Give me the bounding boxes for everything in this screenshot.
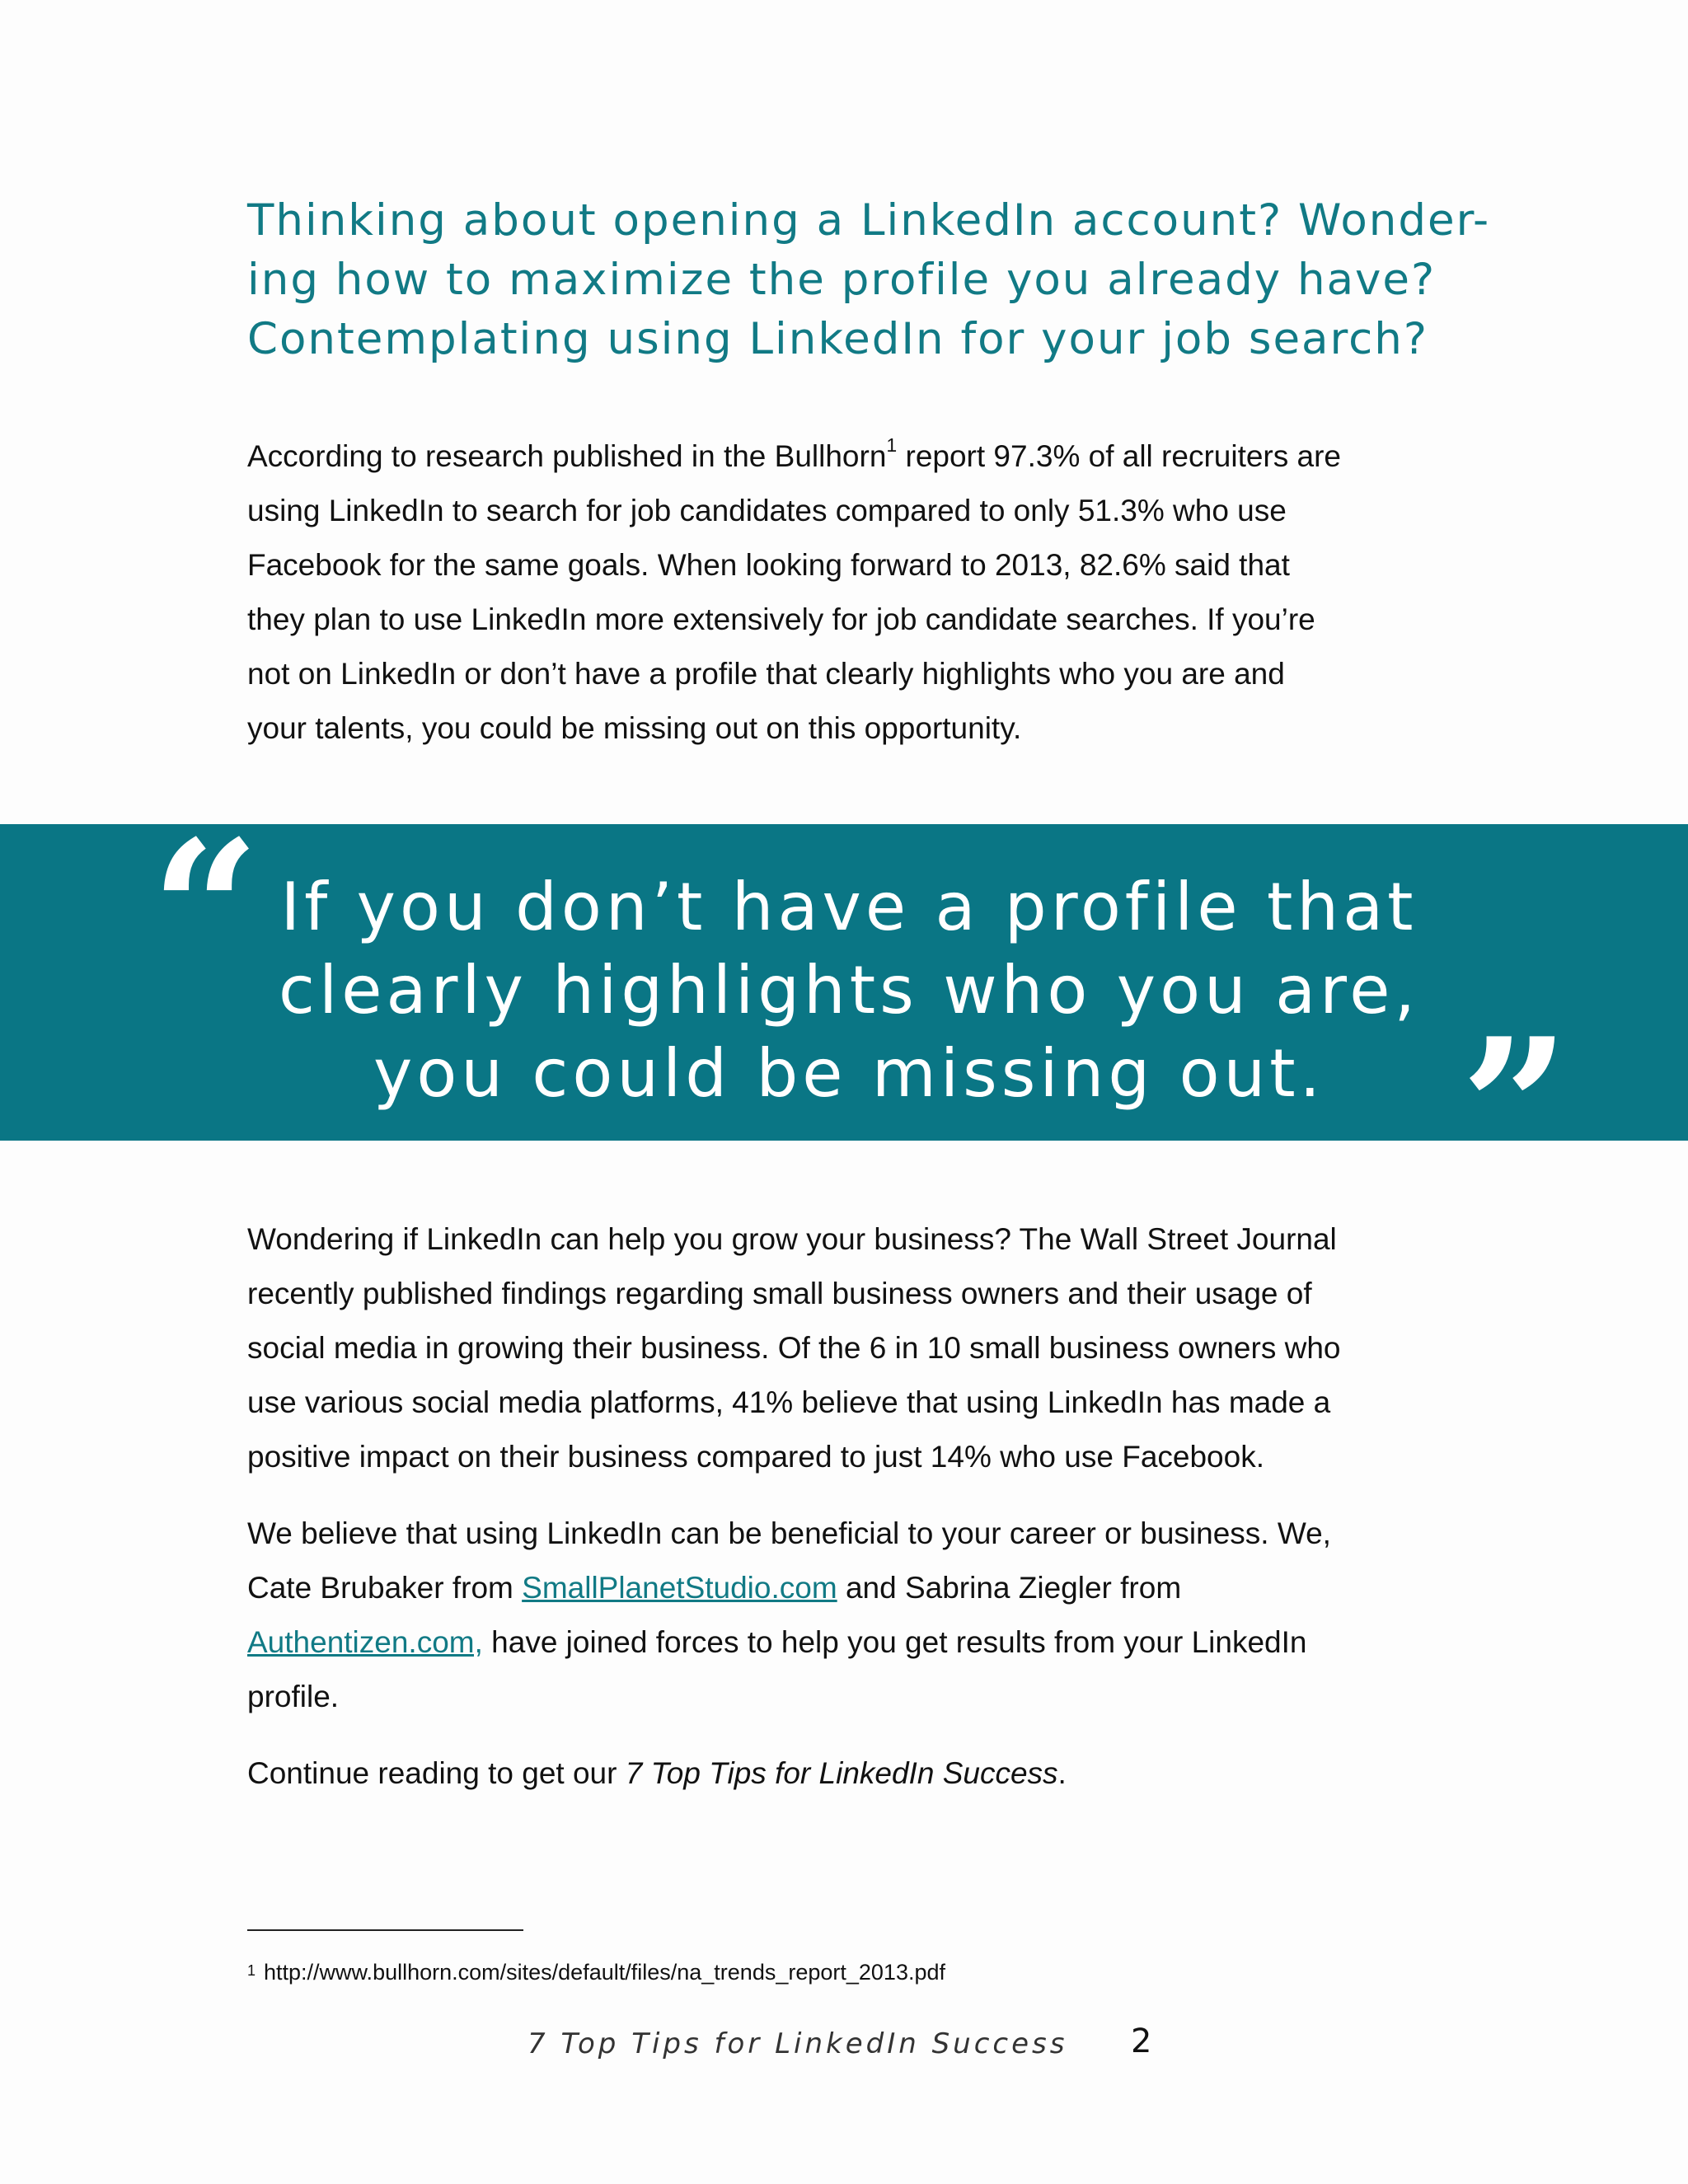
footnote-marker: 1 <box>247 1962 256 1979</box>
paragraph-line: social media in growing their business. Of the 6 in 10 small business owners who <box>247 1331 1341 1365</box>
paragraph-line: not on LinkedIn or don’t have a profile that clearly highlights who you are and <box>247 657 1285 691</box>
paragraph-line <box>247 1615 1451 1670</box>
paragraph-line: using LinkedIn to search for job candidates compared to only 51.3% who use <box>247 494 1287 527</box>
heading-line: Contemplating using LinkedIn for your job search? <box>247 314 1429 364</box>
paragraph-line: use various social media platforms, 41% believe that using LinkedIn has made a <box>247 1385 1331 1419</box>
paragraph-line <box>247 1746 1451 1801</box>
authentizen-link[interactable]: Authentizen.com, <box>247 1625 483 1659</box>
page-number: 2 <box>1131 2022 1152 2060</box>
text-run: report 97.3% of all recruiters are <box>897 439 1342 473</box>
wsj-paragraph <box>247 1212 1451 1484</box>
paragraph-line: your talents, you could be missing out on this opportunity. <box>247 711 1022 745</box>
paragraph-line: We believe that using LinkedIn can be beneficial to your career or business. We, <box>247 1516 1331 1550</box>
page-heading <box>247 191 1491 369</box>
paragraph-line: profile. <box>247 1680 340 1713</box>
belief-paragraph <box>247 1507 1451 1724</box>
text-run: Cate Brubaker from <box>247 1571 523 1605</box>
paragraph-line: positive impact on their business compared to just 14% who use Facebook. <box>247 1440 1264 1474</box>
pull-quote-line: you could be missing out. <box>373 1035 1325 1112</box>
open-quote-icon: “ <box>151 799 260 1022</box>
text-run: and Sabrina Ziegler from <box>837 1571 1182 1605</box>
paragraph-line: Wondering if LinkedIn can help you grow your business? The Wall Street Journal <box>247 1222 1337 1256</box>
continue-paragraph <box>247 1746 1451 1801</box>
paragraph-line <box>247 1561 1451 1615</box>
footer-title: 7 Top Tips for LinkedIn Success <box>528 2027 1068 2060</box>
close-quote-icon: ” <box>1461 997 1570 1220</box>
heading-line: ing how to maximize the profile you already have? <box>247 255 1437 305</box>
pull-quote-line: If you don’t have a profile that <box>280 869 1418 945</box>
text-run: have joined forces to help you get results from your LinkedIn <box>482 1625 1307 1659</box>
text-run: Continue reading to get our <box>247 1756 626 1790</box>
paragraph-line: they plan to use LinkedIn more extensively for job candidate searches. If you’re <box>247 602 1315 636</box>
paragraph-line: recently published findings regarding small business owners and their usage of <box>247 1277 1312 1310</box>
text-run: . <box>1057 1756 1067 1790</box>
pull-quote <box>272 865 1426 1115</box>
intro-paragraph <box>247 429 1451 756</box>
ebook-title-emphasis: 7 Top Tips for LinkedIn Success <box>625 1756 1058 1790</box>
paragraph-line: Facebook for the same goals. When looking forward to 2013, 82.6% said that <box>247 548 1290 582</box>
pull-quote-line: clearly highlights who you are, <box>279 952 1419 1029</box>
paragraph-line <box>247 429 1451 484</box>
footnote-reference: 1 <box>886 434 898 456</box>
footnote-divider <box>247 1929 523 1931</box>
small-planet-studio-link[interactable]: SmallPlanetStudio.com <box>522 1571 837 1605</box>
footnote-url: http://www.bullhorn.com/sites/default/files/na_trends_report_2013.pdf <box>264 1960 945 1985</box>
text-run: According to research published in the Bullhorn <box>247 439 887 473</box>
footnote <box>247 1957 945 1987</box>
heading-line: Thinking about opening a LinkedIn account? Wonder- <box>247 195 1491 246</box>
